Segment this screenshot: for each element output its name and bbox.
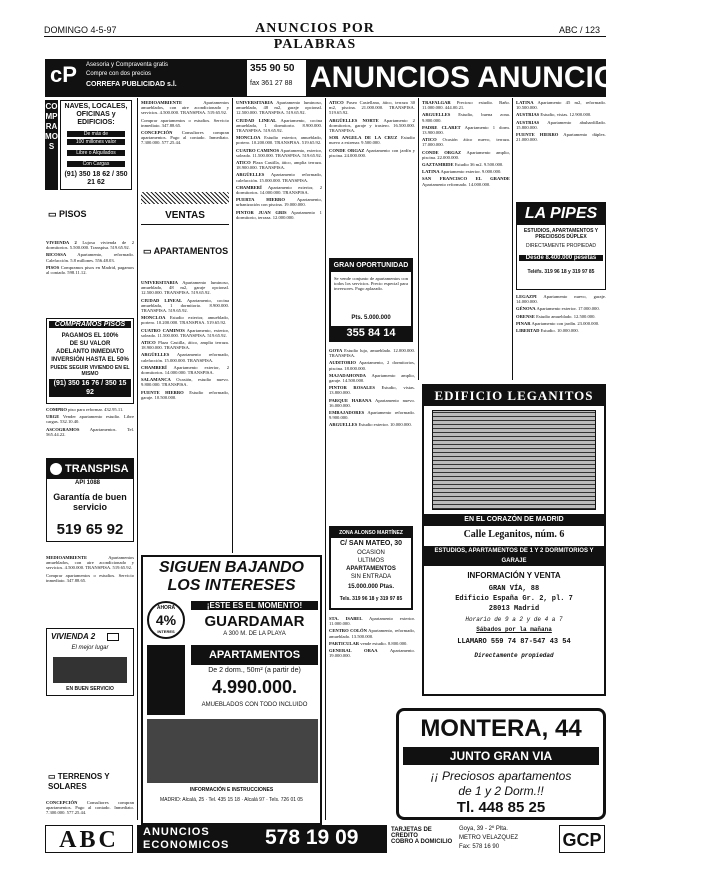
col3-p6: ARGÜELLES Apartamento reformado, calefacción. 15.000.000. TRANSPISA. xyxy=(236,172,322,183)
compramos-phone: (91) 350 16 76 / 350 15 92 xyxy=(49,379,131,397)
building-image xyxy=(432,410,596,510)
footer-phone: 578 19 09 xyxy=(265,826,359,849)
top-banner xyxy=(45,59,709,97)
col5-p7: LATINA Apartamento exterior. 9.000.000. xyxy=(422,169,502,175)
banner-line1: Asesoria y Compraventa gratis xyxy=(86,62,169,68)
mirasierra-line2: ULTIMOS xyxy=(357,558,385,564)
col1-p7: MEDIOAMBIENTE Apartamentos amueblados, con aire acondicionado y servicios. 4.500.000. TRANSPISA. 519.65.92. xyxy=(46,555,134,571)
col4-p15: GENERAL ORAA Apartamento. 19.000.000. xyxy=(329,648,415,659)
transpisa-phone: 519 65 92 xyxy=(56,521,124,538)
col4-p2: ARGÜELLES NORTE Apartamento 2 dormitorios, garaje y trastero. 16.500.000. TRANSPISA. xyxy=(329,117,415,134)
col5-p1: TRAFALGAR Precioso estudio. Baño. 11.000.000. 444.00.21. xyxy=(422,100,510,111)
transpisa-name: TRANSPISA xyxy=(47,459,133,479)
col3-p1: UNIVERSITARIA Apartamento luminoso, amueblado, 48 m2, garaje opcional. 12.500.000. TRANSPISA. 519.65.92. xyxy=(236,100,322,116)
col2-p6: MONCLOA Estudio exterior, amueblado, portero. 10.200.000. TRANSPISA. 519.65.92. xyxy=(141,315,229,326)
transpisa-api: API 1088 xyxy=(75,480,101,486)
col4-p12: STA. ISABEL Apartamento exterior. 11.000.000. xyxy=(329,616,415,627)
intereses-desc: De 2 dorm., 50m² (a partir de) xyxy=(208,667,301,674)
col4-p13: CENTRO COLÓN Apartamento, reformado, amueblado. 13.500.000. xyxy=(329,628,415,639)
intereses-ad xyxy=(141,555,322,825)
column-divider-2 xyxy=(232,98,233,553)
column-divider-5 xyxy=(512,98,513,380)
col2-p3: CONCEPCIÓN Consultores compran apartamentos. Pago al contado. Inmediato. 7.300.000. 577.25.44. xyxy=(141,130,229,146)
leganitos-addr3: 28013 Madrid xyxy=(488,605,540,613)
col2-p12: FUENTE HIERRO Estudio reformado, garaje. 10.500.000. xyxy=(141,389,229,400)
oportunidad-text: Se vende conjunto de apartamentos con todos los servicios. Precio especial para inversores. Pago aplazado. xyxy=(334,276,408,292)
col3-p3: MONCLOA Estudio exterior, amueblado, portero. 10.200.000. TRANSPISA. 519.65.92. xyxy=(236,135,322,146)
section-pisos: ▭ PISOS xyxy=(48,209,87,219)
col1-p2: BICOSSA Apartamento, reformado. Calefacción. 5.8 millones. 556.48.03. xyxy=(46,252,134,263)
col2-p7: CUATRO CAMINOS Apartamento, exterior, soleado. 11.500.000. TRANSPISA. 519.65.92. xyxy=(141,327,229,338)
column-3-listings xyxy=(236,100,322,552)
section-terrenos-label: TERRENOS Y SOLARES xyxy=(48,772,110,791)
col2-p9: ARGÜELLES Apartamento reformado, calefacción. 15.000.000. TRANSPISA. xyxy=(141,352,229,363)
intereses-subhead: ¡ESTE ES EL MOMENTO! xyxy=(191,601,318,610)
compramos-line3: ADELANTO INMEDIATO xyxy=(55,349,124,355)
checker-divider xyxy=(141,192,229,204)
leganitos-phone: LLAMARO 559 74 87-547 43 54 xyxy=(457,638,571,646)
mirasierra-line1: OCASION xyxy=(357,550,385,556)
offices-ad xyxy=(60,100,132,190)
leganitos-addr2: Edificio España Gr. 2, pl. 7 xyxy=(455,595,573,603)
col3-p2: CIUDAD LINEAL Apartamento, cocina amueblada, 1 dormitorio. 8.900.000. TRANSPISA. 519.65.92. xyxy=(236,117,322,134)
intereses-extra: AMUEBLADOS CON TODO INCLUIDO xyxy=(201,702,308,708)
col4-p11: ARGUELLES Estudio exterior. 10.000.000. xyxy=(329,422,412,428)
col3-p9: PINTOR JUAN GRIS Apartamento 1 dormitorio, terraza. 12.000.000. xyxy=(236,209,322,220)
col6-p2: AUSTRIAS Estudio, vistas. 12.900.000. xyxy=(516,112,592,118)
intereses-photo xyxy=(147,719,318,783)
lapipes-sub: ESTUDIOS, APARTAMENTOS Y PRECIOSOS DÚPLEX xyxy=(523,228,599,240)
leganitos-banner2: ESTUDIOS, APARTAMENTOS DE 1 Y 2 DORMITORIOS Y GARAJE xyxy=(424,546,604,566)
col1-p8: Comprar apartamentos o estudios. Servicio inmediato. 347.88.65. xyxy=(46,572,134,583)
column-4-listings xyxy=(329,100,415,250)
banner-line3: CORREFA PUBLICIDAD s.l. xyxy=(86,81,177,88)
footer-gcp: GCP xyxy=(559,825,605,853)
col1-p5: URGE Vender apartamento estudio. Libre cargas. 532.10.40. xyxy=(46,414,134,425)
intereses-headline1: SIGUEN BAJANDO xyxy=(159,559,304,576)
footer-addr3: Fax: 578 16 90 xyxy=(459,844,500,850)
footer-addr2: METRO VELAZQUEZ xyxy=(459,835,519,841)
footer-black xyxy=(137,825,387,853)
col6-p9: LIBERTAD Estudio. 10.000.000. xyxy=(516,328,579,334)
col4-p4: CONDE ORGAZ Apartamento con jardín y piscina. 24.000.000. xyxy=(329,147,415,158)
col1-p9: CONCEPCIÓN Consultores compran apartamentos. Pago al contado. Inmediato. 7.300.000. 577.25.44. xyxy=(46,800,134,816)
column-1-listings-c xyxy=(46,555,134,625)
rate-now: AHORA xyxy=(156,605,176,611)
leganitos-sat: Sábados por la mañana xyxy=(476,626,552,633)
footer-abc: ABC xyxy=(45,825,133,853)
side-tab: COMPRAMOS xyxy=(45,100,58,190)
col6-p7: ORENSE Estudio amueblado. 12.500.000. xyxy=(516,313,596,319)
compramos-title: COMPRAMOS PISOS xyxy=(49,321,131,328)
footer-address xyxy=(459,825,555,852)
rate-value: 4% xyxy=(155,612,177,628)
montera-phone: Tl. 448 85 25 xyxy=(456,799,546,816)
col2-p10: CHAMBERÍ Apartamento exterior, 2 dormitorios. 14.000.000. TRANSPISA. xyxy=(141,364,229,376)
column-2-listings xyxy=(141,100,229,190)
vivienda-photo xyxy=(53,657,127,683)
col6-p8: PINAR Apartamento con jardín. 23.000.000. xyxy=(516,320,600,326)
offices-band3: Libre o Alquilados xyxy=(67,150,125,156)
col2-p1: MEDIOAMBIENTE Apartamentos amueblados, con aire acondicionado y servicios. 4.500.000. TRANSPISA. 519.65.92. xyxy=(141,100,229,116)
oportunidad-price: Pts. 5.000.000 xyxy=(351,315,391,321)
lapipes-line: DIRECTAMENTE PROPIEDAD xyxy=(526,243,596,249)
banner-logo-icon: cP xyxy=(50,62,77,87)
offices-band4: Con Cargas xyxy=(67,161,125,167)
transpisa-logo-icon xyxy=(50,463,62,475)
col6-p3: AUSTRIAS Apartamento abuhardillado. 15.800.000. xyxy=(516,119,606,130)
mirasierra-line3: APARTAMENTOS xyxy=(346,566,396,572)
col6-p4: FUENTE HIERRO Apartamento dúplex. 21.000.000. xyxy=(516,132,606,143)
oportunidad-phone: 355 84 14 xyxy=(331,326,411,340)
footer-card2: COBRO A DOMICILIO xyxy=(391,839,453,845)
col2-p4: UNIVERSITARIA Apartamento luminoso, amueblado, 48 m2, garaje opcional. 12.500.000. TRANSPISA. 519.65.92. xyxy=(141,280,229,296)
intereses-type: APARTAMENTOS xyxy=(191,645,318,665)
compramos-line1: PAGAMOS EL 100% xyxy=(61,333,119,339)
column-1-listings xyxy=(46,240,134,315)
column-6-listings xyxy=(516,100,606,198)
col2-p8: ATICO Plaza Castilla, ático, amplia terraza. 18.900.000. TRANSPISA. xyxy=(141,340,229,351)
col3-p5: ATICO Plaza Castilla, ático, amplia terraza. 18.900.000. TRANSPISA. xyxy=(236,160,322,171)
col4-p9: PARQUE HABANA Apartamento nuevo. 16.000.000. xyxy=(329,397,415,408)
section-apartamentos-label: APARTAMENTOS xyxy=(153,246,229,256)
leganitos-info: INFORMACIÓN Y VENTA xyxy=(467,571,561,580)
lapipes-price: Desde 8.400.000 pesetas xyxy=(519,255,603,261)
intereses-place-sub: A 300 M. DE LA PLAYA xyxy=(223,631,286,637)
col4-p6: AUDITORIO Apartamento, 2 dormitorios, piscina. 18.000.000. xyxy=(329,360,415,371)
montera-sub: JUNTO GRAN VIA xyxy=(403,747,599,765)
leganitos-footer: Directamente propiedad xyxy=(474,652,554,659)
section-apartamentos: ▭ APARTAMENTOS xyxy=(143,246,229,256)
intereses-place: GUARDAMAR xyxy=(204,613,305,630)
col3-p7: CHAMBERÍ Apartamento exterior, 2 dormitorios. 14.000.000. TRANSPISA. xyxy=(236,184,322,196)
vivienda-ad xyxy=(46,628,134,696)
compramos-ad xyxy=(46,318,134,404)
footer-bar xyxy=(45,825,606,855)
leganitos-addr1: GRAN VÍA, 88 xyxy=(488,585,540,593)
column-2-listings-b xyxy=(141,280,229,552)
oportunidad-ad xyxy=(329,258,413,342)
montera-line1: ¡¡ Preciosos apartamentos xyxy=(430,769,572,783)
column-6-listings-b xyxy=(516,294,606,380)
banner-phones xyxy=(246,60,306,96)
col1-p4: COMPRO piso para reformar. 432.95.11. xyxy=(46,407,124,412)
side-panel xyxy=(147,645,185,715)
col2-p5: CIUDAD LINEAL Apartamento, cocina amueblada, 1 dormitorio. 8.900.000. TRANSPISA. 519.65.92. xyxy=(141,297,230,314)
mirasierra-title: ZONA ALONSO MARTÍNEZ xyxy=(331,528,411,538)
leganitos-street: Calle Leganitos, núm. 6 xyxy=(463,529,565,540)
vivienda-sub: El mejor lugar xyxy=(71,645,109,651)
montera-line2: de 1 y 2 Dorm.!! xyxy=(458,784,544,798)
compramos-line5: PUEDE SEGUIR VIVIENDO EN EL MISMO xyxy=(50,365,130,377)
vivienda-title: VIVIENDA 2 xyxy=(51,632,96,641)
col2-p2: Comprar apartamentos o estudios. Servicio inmediato. 347.88.65. xyxy=(141,117,229,128)
col1-p3: PISOS Compramos pisos en Madrid, pagamos al contado. 598.11.12. xyxy=(46,264,134,276)
column-divider-3 xyxy=(325,98,326,820)
footer-card: TARJETAS DE CREDITO xyxy=(391,827,432,839)
col3-p8: PUERTA HIERRO Apartamento, urbanización con piscina. 19.000.000. xyxy=(236,197,322,208)
lapipes-ad xyxy=(516,202,606,290)
banner-big-word: ANUNCIOS ANUNCIOS ANU xyxy=(306,60,606,96)
intereses-info: INFORMACIÓN E INSTRUCCIONES xyxy=(189,787,274,793)
offices-band2: 100 millones valor xyxy=(67,139,125,145)
montera-title: MONTERA, 44 xyxy=(420,715,582,742)
col6-p6: GÉNOVA Apartamento exterior. 17.000.000. xyxy=(516,306,600,312)
offices-title: NAVES, LOCALES, OFICINAS y EDIFICIOS: xyxy=(64,103,128,126)
col4-p7: MAJADAHONDA Apartamento amplio, garaje. 14.500.000. xyxy=(329,372,415,384)
mirasierra-street: C/ SAN MATEO, 30 xyxy=(339,540,403,547)
leganitos-title: EDIFICIO LEGANITOS xyxy=(434,388,594,403)
footer-label2: ECONOMICOS xyxy=(143,839,230,851)
header-rule xyxy=(44,36,606,37)
rate-badge xyxy=(147,601,185,639)
col5-p3: PADRE CLARET Apartamento 1 dorm. 13.900.000. xyxy=(422,124,510,136)
col4-p8: PINTOR ROSALES Estudio, vistas. 13.800.000. xyxy=(329,385,415,396)
column-1-listings-b xyxy=(46,407,134,452)
col5-p8: SAN FRANCISCO EL GRANDE Apartamento reformado. 14.000.000. xyxy=(422,176,510,187)
leganitos-banner1: EN EL CORAZÓN DE MADRID xyxy=(424,514,604,526)
col4-p5: GOYA Estudio lujo, amueblado. 12.000.000. TRANSPISA. xyxy=(329,348,415,359)
ventas-rule xyxy=(141,224,229,225)
col4-p1: ATICO Paseo Castellana, ático, terraza 30 m2, piscina. 21.000.000. TRANSPISA. 519.65.92. xyxy=(329,100,415,116)
col5-p6: GAZTAMBIDE Estudio 36 m2. 9.500.000. xyxy=(422,162,504,168)
mirasierra-ad xyxy=(329,526,413,610)
compramos-line2: DE SU VALOR xyxy=(69,341,111,347)
column-5-listings xyxy=(422,100,510,380)
col1-p1: VIVIENDA 2 Lujosa vivienda de 2 dormitorios. 5.500.000. Transpisa. 519.65.92. xyxy=(46,240,134,251)
col4-p10: EMBAJADORES Apartamento reformado. 9.900.000. xyxy=(329,410,415,421)
montera-ad xyxy=(396,708,606,820)
intereses-price: 4.990.000. xyxy=(211,677,298,697)
col3-p4: CUATRO CAMINOS Apartamento, exterior, soleado. 11.500.000. TRANSPISA. 519.65.92. xyxy=(236,147,322,158)
offices-band1: De más de xyxy=(67,131,125,137)
banner-phone1: 355 90 50 xyxy=(250,63,295,74)
mirasierra-line4: SIN ENTRADA xyxy=(350,574,392,580)
header-page: ABC / 123 xyxy=(558,25,600,35)
house-icon xyxy=(107,633,119,641)
column-4-listings-b xyxy=(329,348,415,520)
column-divider-4 xyxy=(418,98,419,380)
intereses-offices: MADRID: Alcalá, 25 · Tel. 435 15 18 · Alcalá 97 · Tels. 726 01 05 xyxy=(160,797,303,803)
oportunidad-title: GRAN OPORTUNIDAD xyxy=(331,260,411,272)
col6-p1: LATINA Apartamento 45 m2, reformado. 10.500.000. xyxy=(516,100,606,111)
leganitos-ad xyxy=(422,384,606,696)
col5-p5: CONDE ORGAZ Apartamento amplio, piscina. 22.000.000. xyxy=(422,149,510,160)
header-date: DOMINGO 4-5-97 xyxy=(44,25,117,35)
col4-p3: SOR ANGELA DE LA CRUZ Estudio nuevo a estrenar. 9.500.000. xyxy=(329,135,415,146)
col5-p2: ARGUELLES Estudio, buena zona. 9.800.000. xyxy=(422,112,510,123)
footer-addr1: Goya, 39 - 2º Plta. xyxy=(459,826,508,832)
col4-p14: PARTICULAR vende estudio. 8.800.000. xyxy=(329,640,408,646)
section-pisos-label: PISOS xyxy=(59,209,87,219)
section-terrenos: ▭ TERRENOS Y SOLARES xyxy=(48,772,110,791)
header-title: ANUNCIOS POR PALABRAS xyxy=(255,21,375,52)
rate-interes: INTERES xyxy=(157,629,175,634)
col6-p5: LEGAZPI Apartamento nuevo, garaje. 14.000.000. xyxy=(516,294,606,305)
col1-p6: ASCOGRAMOS Apartamentos. Tel. 565.44.22. xyxy=(46,426,134,437)
transpisa-tagline: Garantía de buen servicio xyxy=(53,492,127,512)
col2-p11: SALAMANCA Ocasión, estudio nuevo. 9.800.000. TRANSPISA. xyxy=(141,377,229,388)
column-divider-1 xyxy=(137,98,138,820)
footer-label1: ANUNCIOS xyxy=(143,826,210,838)
transpisa-ad xyxy=(46,458,134,542)
col5-p4: ATICO Ocasión ático nuevo, terraza. 17.000.000. xyxy=(422,137,510,148)
mirasierra-price: 15.000.000 Ptas. xyxy=(347,584,395,590)
vivienda-footer: EN BUEN SERVICIO xyxy=(66,686,114,692)
lapipes-title: LA PIPES xyxy=(517,203,605,225)
compramos-line4: INVERSIÓN HASTA EL 50% xyxy=(51,357,129,363)
banner-phone2: fax 361 27 88 xyxy=(250,80,293,87)
leganitos-hours: Horario de 9 a 2 y de 4 a 7 xyxy=(465,616,563,623)
column-1-listings-d xyxy=(46,800,134,820)
banner-line2: Compre con dos precios xyxy=(86,71,152,77)
lapipes-phone: Teléfs. 319 96 18 y 319 97 85 xyxy=(527,269,595,275)
offices-phone: (91) 350 18 62 / 350 21 62 xyxy=(64,171,128,186)
intereses-headline2: LOS INTERESES xyxy=(167,577,296,594)
mirasierra-phone: Tels. 319 96 18 y 319 97 85 xyxy=(339,596,403,602)
banner-left xyxy=(46,60,246,96)
section-ventas: VENTAS xyxy=(165,210,205,221)
